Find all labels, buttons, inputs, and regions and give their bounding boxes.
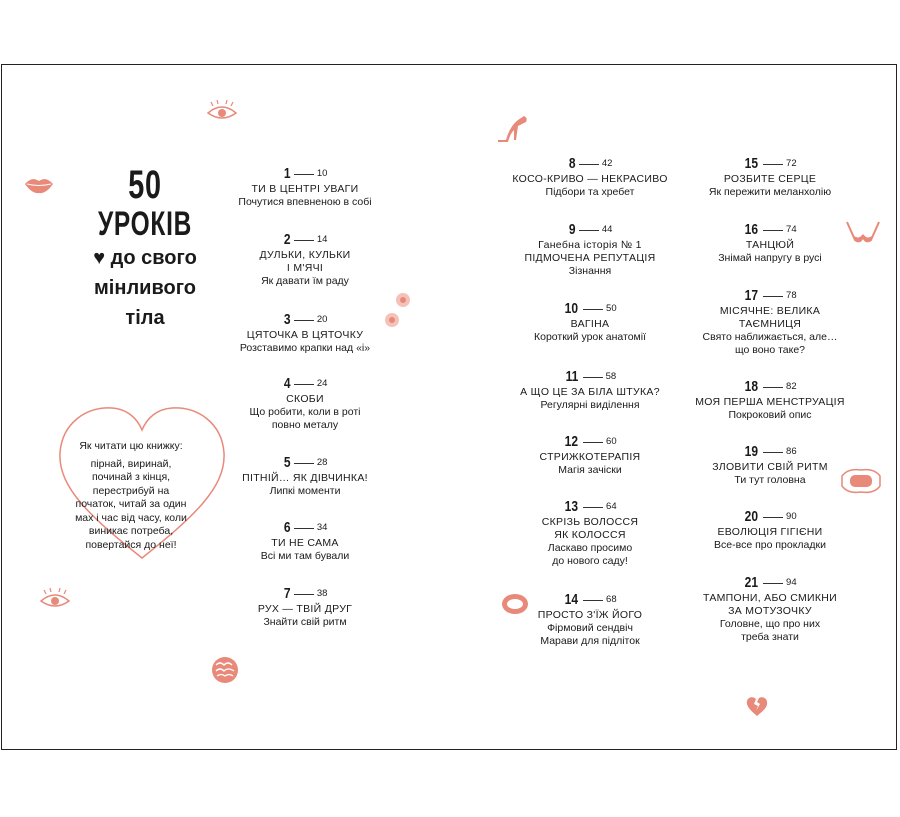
page-number: 74 bbox=[786, 224, 797, 235]
page-number: 50 bbox=[606, 303, 617, 314]
page-number: 82 bbox=[786, 381, 797, 392]
leader-line bbox=[294, 463, 314, 464]
leader-line bbox=[583, 309, 603, 310]
toc-entry-number-row bbox=[225, 585, 385, 603]
page-number: 86 bbox=[786, 446, 797, 457]
leader-line bbox=[294, 240, 314, 241]
mouth-icon bbox=[500, 592, 530, 616]
chapter-subtitle: Всі ми там бували bbox=[260, 550, 350, 563]
page-number: 24 bbox=[316, 378, 328, 389]
chapter-number: 16 bbox=[745, 221, 759, 239]
book-title bbox=[70, 165, 220, 333]
page-number: 42 bbox=[601, 158, 613, 169]
toc-entry bbox=[690, 443, 850, 487]
chapter-title: МІСЯЧНЕ: ВЕЛИКА ТАЄМНИЦЯ bbox=[719, 305, 821, 331]
page-number: 14 bbox=[316, 234, 328, 245]
page-number: 44 bbox=[601, 224, 613, 235]
chapter-subtitle: Ти тут головна bbox=[734, 474, 806, 487]
leader-line bbox=[294, 320, 314, 321]
page-number: 20 bbox=[316, 314, 328, 325]
chapter-subtitle: Регулярні виділення bbox=[540, 399, 640, 412]
toc-entry bbox=[690, 574, 850, 644]
chapter-title: РОЗБИТЕ СЕРЦЕ bbox=[723, 173, 817, 186]
toc-entry bbox=[225, 519, 385, 563]
toc-entry-number-row bbox=[510, 155, 670, 173]
chapter-number: 15 bbox=[745, 155, 759, 173]
chapter-number: 18 bbox=[745, 378, 759, 396]
chapter-subtitle: Ласкаво просимо до нового саду! bbox=[547, 542, 633, 568]
chapter-number: 17 bbox=[745, 287, 759, 305]
chapter-title: СКОБИ bbox=[286, 393, 324, 406]
chapter-number: 2 bbox=[283, 231, 291, 249]
eye-icon bbox=[205, 100, 239, 126]
toc-entry bbox=[690, 508, 850, 552]
toc-entry-number-row bbox=[225, 519, 385, 537]
toc-entry-number-row bbox=[225, 311, 385, 329]
chapter-title: СТРИЖКОТЕРАПІЯ bbox=[539, 451, 641, 464]
toc-entry bbox=[690, 287, 850, 357]
chapter-subtitle: Свято наближається, але… що воно таке? bbox=[702, 331, 838, 357]
page-number: 58 bbox=[605, 371, 617, 382]
page-number: 60 bbox=[606, 436, 617, 447]
chapter-title: ТАМПОНИ, АБО СМИКНИ ЗА МОТУЗОЧКУ bbox=[702, 592, 838, 618]
toc-entry-number-row bbox=[225, 375, 385, 393]
chapter-number: 9 bbox=[568, 221, 576, 239]
pimple-icon bbox=[384, 312, 400, 328]
chapter-title: РУХ — ТВІЙ ДРУГ bbox=[257, 603, 353, 616]
toc-entry bbox=[225, 585, 385, 629]
chapter-number: 6 bbox=[283, 519, 291, 537]
toc-entry bbox=[225, 231, 385, 288]
chapter-subtitle: Знімай напругу в русі bbox=[718, 252, 822, 265]
chapter-number: 5 bbox=[283, 454, 291, 472]
chapter-title: ЦЯТОЧКА В ЦЯТОЧКУ bbox=[246, 329, 364, 342]
pad-icon bbox=[838, 466, 884, 496]
chapter-subtitle: Покроковий опис bbox=[728, 409, 812, 422]
pimple-icon bbox=[395, 292, 411, 308]
chapter-title: А ЩО ЦЕ ЗА БІЛА ШТУКА? bbox=[520, 386, 660, 399]
leader-line bbox=[583, 600, 603, 601]
toc-entry-number-row bbox=[510, 221, 670, 239]
chapter-subtitle: Фірмовий сендвіч Марави для підліток bbox=[540, 622, 640, 648]
chapter-subtitle: Головне, що про них треба знати bbox=[719, 618, 821, 644]
leader-line bbox=[294, 594, 314, 595]
chapter-subtitle: Як давати їм раду bbox=[261, 275, 349, 288]
leader-line bbox=[763, 452, 783, 453]
toc-entry-number-row bbox=[690, 155, 850, 173]
leader-line bbox=[763, 387, 783, 388]
leader-line bbox=[294, 384, 314, 385]
toc-entry bbox=[690, 155, 850, 199]
chapter-number: 21 bbox=[745, 574, 759, 592]
toc-entry bbox=[690, 221, 850, 265]
lips-icon bbox=[24, 175, 54, 195]
brain-icon bbox=[210, 655, 240, 685]
leader-line bbox=[583, 507, 603, 508]
leader-line bbox=[579, 164, 599, 165]
toc-entry bbox=[510, 221, 670, 278]
chapter-title: КОСО-КРИВО — НЕКРАСИВО bbox=[512, 173, 668, 186]
toc-entry-number-row bbox=[690, 378, 850, 396]
heart-icon: ♥ bbox=[93, 247, 106, 269]
page-number: 78 bbox=[786, 290, 797, 301]
chapter-subtitle: Магія зачіски bbox=[558, 464, 622, 477]
toc-entry bbox=[510, 498, 670, 568]
toc-entry bbox=[510, 368, 670, 412]
leader-line bbox=[763, 517, 783, 518]
toc-entry-number-row bbox=[510, 591, 670, 609]
chapter-number: 14 bbox=[565, 591, 579, 609]
eye-icon bbox=[38, 588, 72, 614]
leader-line bbox=[763, 164, 783, 165]
toc-entry-number-row bbox=[690, 221, 850, 239]
leader-line bbox=[583, 442, 603, 443]
toc-entry-number-row bbox=[510, 300, 670, 318]
toc-entry bbox=[510, 591, 670, 648]
chapter-title: СКРІЗЬ ВОЛОССЯ ЯК КОЛОССЯ bbox=[541, 516, 639, 542]
chapter-number: 1 bbox=[283, 165, 291, 183]
chapter-title: ЗЛОВИТИ СВІЙ РИТМ bbox=[712, 461, 828, 474]
chapter-subtitle: Зізнання bbox=[568, 265, 612, 278]
toc-entry bbox=[510, 300, 670, 344]
leader-line bbox=[294, 174, 314, 175]
title-word: УРОКІВ bbox=[97, 205, 193, 243]
chapter-subtitle: Почутися впевненою в собі bbox=[238, 196, 372, 209]
toc-entry-number-row bbox=[690, 287, 850, 305]
chapter-number: 4 bbox=[283, 375, 291, 393]
chapter-subtitle: Підбори та хребет bbox=[545, 186, 635, 199]
heart-note-heading: Як читати цю книжку: bbox=[79, 440, 183, 452]
chapter-subtitle: Що робити, коли в роті повно металу bbox=[249, 406, 361, 432]
toc-entry bbox=[690, 378, 850, 422]
title-number: 50 bbox=[128, 163, 162, 207]
chapter-subtitle: Короткий урок анатомії bbox=[533, 331, 647, 344]
page-number: 94 bbox=[786, 577, 797, 588]
chapter-title: ТИ НЕ САМА bbox=[271, 537, 339, 550]
chapter-title: ТАНЦЮЙ bbox=[745, 239, 795, 252]
chapter-title: ТИ В ЦЕНТРІ УВАГИ bbox=[251, 183, 359, 196]
broken-heart-icon bbox=[745, 695, 769, 717]
chapter-subtitle: Як пережити меланхолію bbox=[708, 186, 832, 199]
toc-entry-number-row bbox=[690, 574, 850, 592]
chapter-title: ПІТНІЙ… ЯК ДІВЧИНКА! bbox=[242, 472, 368, 485]
chapter-title: ВАГІНА bbox=[570, 318, 610, 331]
toc-entry-number-row bbox=[225, 231, 385, 249]
toc-entry bbox=[225, 454, 385, 498]
toc-entry bbox=[225, 311, 385, 355]
page-number: 64 bbox=[606, 501, 617, 512]
chapter-subtitle: Все-все про прокладки bbox=[714, 539, 826, 552]
toc-entry-number-row bbox=[510, 498, 670, 516]
page-number: 68 bbox=[606, 594, 617, 605]
page-number: 28 bbox=[316, 457, 328, 468]
toc-entry-number-row bbox=[225, 165, 385, 183]
leader-line bbox=[763, 230, 783, 231]
leader-line bbox=[294, 528, 314, 529]
chapter-number: 12 bbox=[565, 433, 579, 451]
heart-note-body: пірнай, виринай, починай з кінця, перестрибуй на початок, читай за один мах і час від часу, коли виникає потреба, повертайся до неї! bbox=[75, 457, 187, 551]
chapter-number: 13 bbox=[565, 498, 579, 516]
title-line3 bbox=[70, 243, 220, 273]
chapter-number: 8 bbox=[568, 155, 576, 173]
chapter-number: 7 bbox=[283, 585, 291, 603]
chapter-number: 19 bbox=[745, 443, 759, 461]
toc-entry-number-row bbox=[690, 508, 850, 526]
toc-entry-number-row bbox=[690, 443, 850, 461]
leader-line bbox=[579, 230, 599, 231]
toc-entry bbox=[225, 375, 385, 432]
bra-icon bbox=[843, 218, 883, 250]
chapter-subtitle: Розставимо крапки над «і» bbox=[239, 342, 371, 355]
toc-entry-number-row bbox=[510, 433, 670, 451]
page-number: 10 bbox=[316, 168, 328, 179]
title-line3-text: до свого bbox=[110, 247, 197, 269]
chapter-title: Ганебна історія № 1 ПІДМОЧЕНА РЕПУТАЦІЯ bbox=[524, 239, 656, 265]
chapter-subtitle: Липкі моменти bbox=[269, 485, 341, 498]
page-number: 90 bbox=[786, 511, 797, 522]
chapter-number: 3 bbox=[283, 311, 291, 329]
leader-line bbox=[583, 377, 603, 378]
chapter-title: МОЯ ПЕРША МЕНСТРУАЦІЯ bbox=[695, 396, 845, 409]
page-number: 34 bbox=[316, 522, 328, 533]
chapter-title: ПРОСТО З'ЇЖ ЙОГО bbox=[537, 609, 643, 622]
toc-entry bbox=[225, 165, 385, 209]
chapter-title: ЕВОЛЮЦІЯ ГІГІЄНИ bbox=[717, 526, 823, 539]
toc-entry-number-row bbox=[225, 454, 385, 472]
toc-entry bbox=[510, 155, 670, 199]
chapter-number: 20 bbox=[745, 508, 759, 526]
page-number: 38 bbox=[316, 588, 328, 599]
title-line5: тіла bbox=[125, 307, 165, 329]
leader-line bbox=[763, 296, 783, 297]
leader-line bbox=[763, 583, 783, 584]
heel-icon bbox=[496, 112, 530, 144]
heart-note bbox=[72, 440, 190, 552]
chapter-number: 11 bbox=[565, 368, 579, 386]
toc-entry-number-row bbox=[510, 368, 670, 386]
chapter-subtitle: Знайти свій ритм bbox=[263, 616, 347, 629]
page-number: 72 bbox=[786, 158, 797, 169]
toc-entry bbox=[510, 433, 670, 477]
chapter-number: 10 bbox=[565, 300, 579, 318]
title-line4: мінливого bbox=[94, 277, 196, 299]
chapter-title: ДУЛЬКИ, КУЛЬКИ І М'ЯЧІ bbox=[259, 249, 351, 275]
